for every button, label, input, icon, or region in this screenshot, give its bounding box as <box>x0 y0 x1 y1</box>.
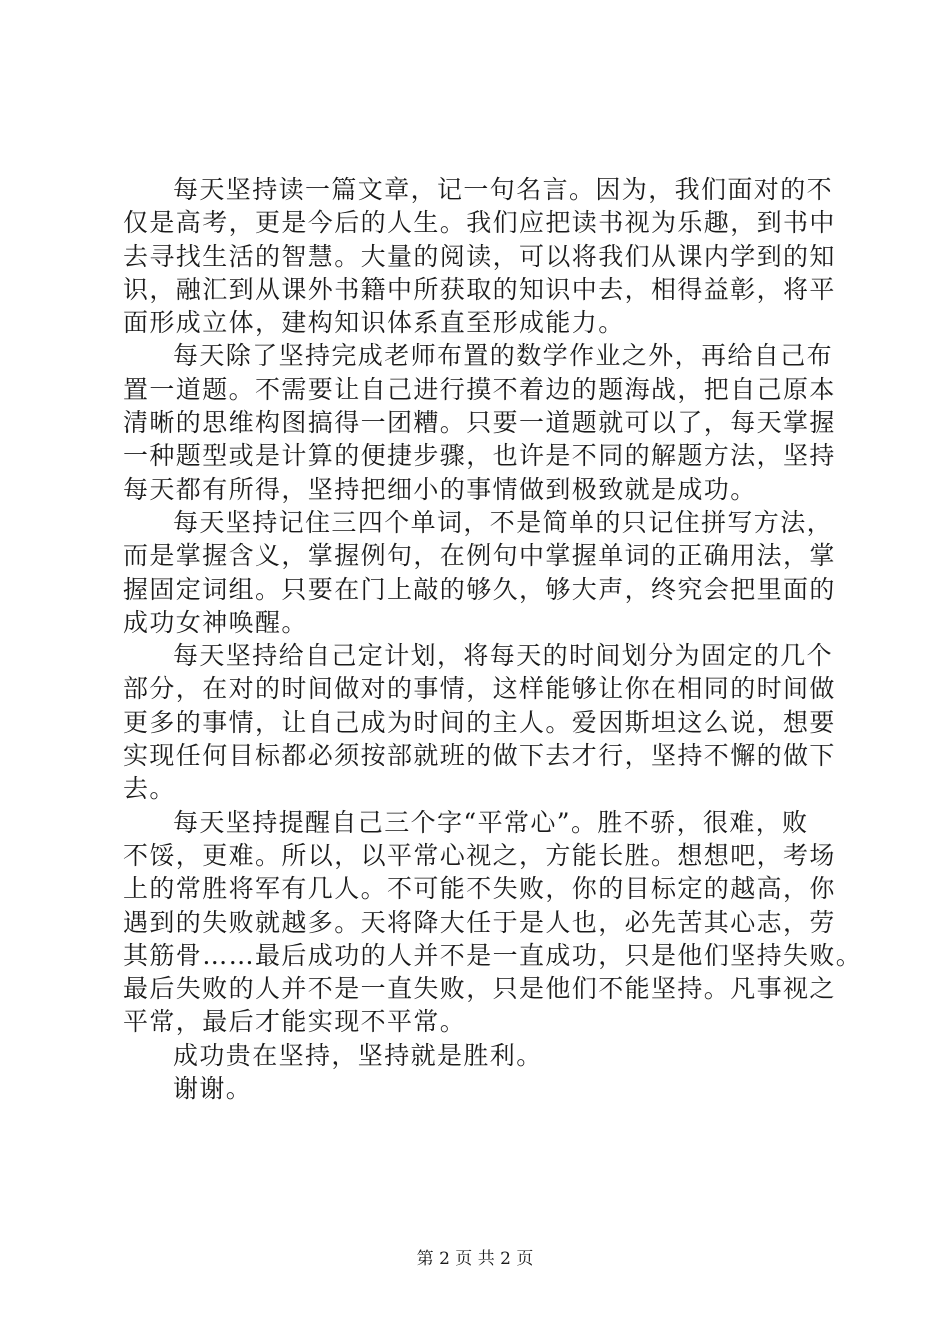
text-line: 面形成立体，建构知识体系直至形成能力。 <box>123 308 625 338</box>
text-line: 遇到的失败就越多。天将降大任于是人也，必先苦其心志，劳 <box>123 907 836 937</box>
text-line: 每天坚持读一篇文章，记一句名言。因为，我们面对的不 <box>173 175 834 204</box>
text-line: 清晰的思维构图搞得一团糟。只要一道题就可以了，每天掌握 <box>123 408 836 438</box>
text-line: 每天都有所得，坚持把细小的事情做到极致就是成功。 <box>123 474 757 504</box>
text-line: 其筋骨……最后成功的人并不是一直成功，只是他们坚持失败。 <box>123 940 863 970</box>
page-footer: 第 2 页 共 2 页 <box>416 1249 534 1269</box>
paragraph <box>123 639 836 805</box>
text-line: 最后失败的人并不是一直失败，只是他们不能坚持。凡事视之 <box>123 974 836 1004</box>
paragraph <box>123 506 836 639</box>
text-line: 每天坚持给自己定计划，将每天的时间划分为固定的几个 <box>173 641 834 671</box>
paragraph <box>123 1072 833 1105</box>
text-line: 而是掌握含义，掌握例句，在例句中掌握单词的正确用法，掌 <box>123 541 836 571</box>
text-line: 每天除了坚持完成老师布置的数学作业之外，再给自己布 <box>173 341 834 371</box>
text-line: 实现任何目标都必须按部就班的做下去才行，坚持不懈的做下 <box>123 741 836 771</box>
text-line: 去寻找生活的智慧。大量的阅读，可以将我们从课内学到的知 <box>123 241 836 271</box>
paragraph <box>123 1039 833 1072</box>
text-line: 识，融汇到从课外书籍中所获取的知识中去，相得益彰，将平 <box>123 274 836 304</box>
paragraph <box>123 806 863 1039</box>
text-line: 置一道题。不需要让自己进行摸不着边的题海战，把自己原本 <box>123 374 836 404</box>
document-body <box>123 173 863 1105</box>
paragraph <box>123 339 836 505</box>
text-line: 上的常胜将军有几人。不可能不失败，你的目标定的越高，你 <box>123 874 836 904</box>
text-line: 谢谢。 <box>173 1074 253 1104</box>
text-line: 成功贵在坚持，坚持就是胜利。 <box>173 1040 543 1070</box>
text-line: 每天坚持提醒自己三个字“平常心”。胜不骄，很难，败 <box>173 807 809 837</box>
text-line: 不馁，更难。所以，以平常心视之，方能长胜。想想吧，考场 <box>123 840 836 870</box>
text-line: 更多的事情，让自己成为时间的主人。爱因斯坦这么说，想要 <box>123 707 836 737</box>
text-line: 平常，最后才能实现不平常。 <box>123 1007 467 1037</box>
text-line: 成功女神唤醒。 <box>123 607 308 637</box>
text-line: 握固定词组。只要在门上敲的够久，够大声，终究会把里面的 <box>123 574 836 604</box>
text-line: 部分，在对的时间做对的事情，这样能够让你在相同的时间做 <box>123 674 836 704</box>
text-line: 仅是高考，更是今后的人生。我们应把读书视为乐趣，到书中 <box>123 208 836 238</box>
text-line: 每天坚持记住三四个单词，不是简单的只记住拼写方法， <box>173 507 834 537</box>
text-line: 一种题型或是计算的便捷步骤，也许是不同的解题方法，坚持 <box>123 441 836 471</box>
text-line: 去。 <box>123 774 176 804</box>
paragraph <box>123 173 836 339</box>
